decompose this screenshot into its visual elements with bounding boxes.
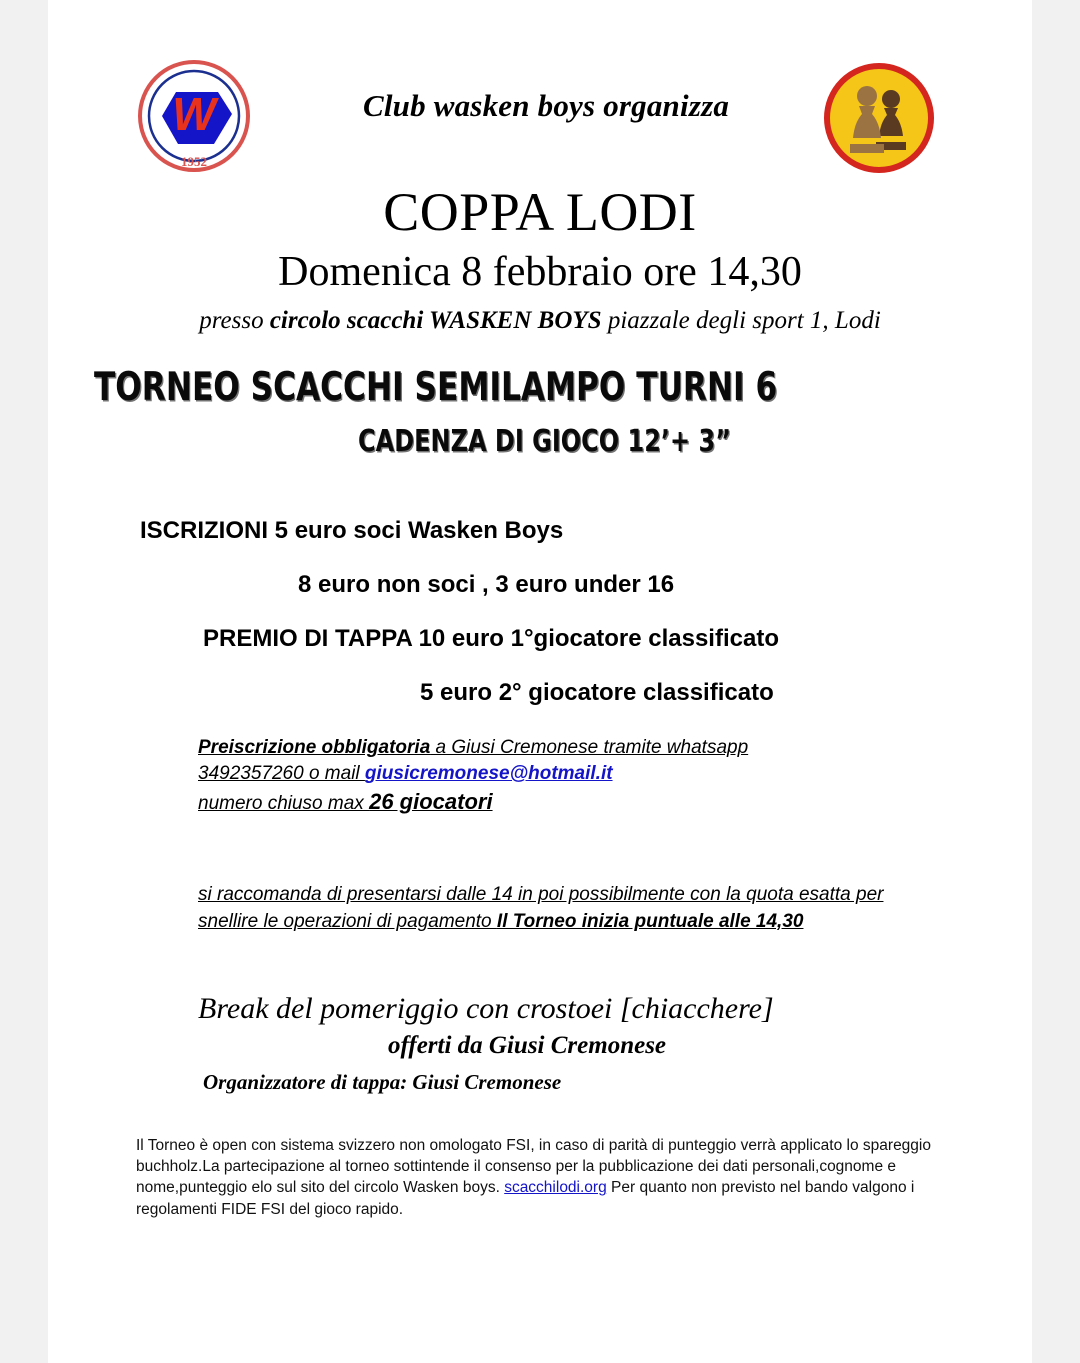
entry-fee-nonmembers: 8 euro non soci , 3 euro under 16 <box>298 570 675 598</box>
break-line-1: Break del pomeriggio con crostoei [chiacchere] <box>198 991 774 1025</box>
preregistration-line-2 <box>198 761 898 787</box>
chess-pawns-graphic <box>823 62 935 174</box>
chess-pawns-logo <box>823 62 935 174</box>
stage-organizer: Organizzatore di tappa: Giusi Cremonese <box>203 1069 562 1094</box>
club-logo-year: 1952 <box>181 154 207 169</box>
max-players-label: numero chiuso max <box>198 793 370 815</box>
arrival-notice <box>198 882 938 936</box>
preregistration-section <box>198 735 898 818</box>
event-venue-line <box>48 307 1032 335</box>
club-logo-graphic <box>136 58 252 174</box>
preregistration-line-3 <box>198 787 898 817</box>
website-link[interactable]: scacchilodi.org <box>504 1179 607 1197</box>
email-link[interactable]: giusicremonese@hotmail.it <box>364 763 613 785</box>
regulations-part-2: Per quanto non previsto nel bando valgono i regolamenti FIDE FSI del gioco rapido. <box>136 1179 915 1218</box>
poster-header <box>48 0 1032 169</box>
preregistration-phone: 3492357260 o mail <box>198 763 365 785</box>
svg-text:W: W <box>172 88 216 140</box>
preregistration-line-1 <box>198 735 898 761</box>
event-date-line: Domenica 8 febbraio ore 14,30 <box>278 248 802 295</box>
tournament-format-line: TORNEO SCACCHI SEMILAMPO TURNI 6 <box>94 364 778 410</box>
venue-prefix: presso <box>199 306 270 334</box>
wasken-boys-club-logo <box>136 58 252 174</box>
prize-first-place: PREMIO DI TAPPA 10 euro 1°giocatore classificato <box>203 624 779 652</box>
regulations-part-1: Il Torneo è open con sistema svizzero non omologato FSI, in caso di parità di punteggio verrà applicato lo spareggio buchholz.La partecipazione al torneo sottintende il consenso per la pubblicazione dei dati personali,cognome e nome,punteggio elo sul sito del circolo Wasken boys. <box>136 1136 931 1197</box>
break-line-2: offerti da Giusi Cremonese <box>388 1031 667 1059</box>
break-section <box>48 992 1032 1095</box>
preregistration-contact: a Giusi Cremonese tramite whatsapp <box>430 736 749 758</box>
arrival-notice-text: si raccomanda di presentarsi dalle 14 in poi possibilmente con la quota esatta per snellire le operazioni di pagamento <box>198 883 884 932</box>
poster-page <box>48 0 1032 1363</box>
max-players-count: 26 giocatori <box>369 789 493 815</box>
page-title: COPPA LODI <box>383 182 697 242</box>
prize-second-place: 5 euro 2° giocatore classificato <box>420 678 774 706</box>
time-control-line: CADENZA DI GIOCO 12’+ 3” <box>358 423 731 459</box>
regulations-fineprint <box>136 1135 948 1221</box>
preregistration-bold-lead: Preiscrizione obbligatoria <box>198 736 431 758</box>
punctual-start-text: Il Torneo inizia puntuale alle 14,30 <box>496 910 804 932</box>
fees-section <box>48 517 1032 707</box>
venue-club-name: circolo scacchi WASKEN BOYS <box>269 306 602 334</box>
club-organizer-title: Club wasken boys organizza <box>362 88 730 123</box>
venue-address: piazzale degli sport 1, Lodi <box>601 306 881 334</box>
entry-fee-members: ISCRIZIONI 5 euro soci Wasken Boys <box>140 516 564 544</box>
